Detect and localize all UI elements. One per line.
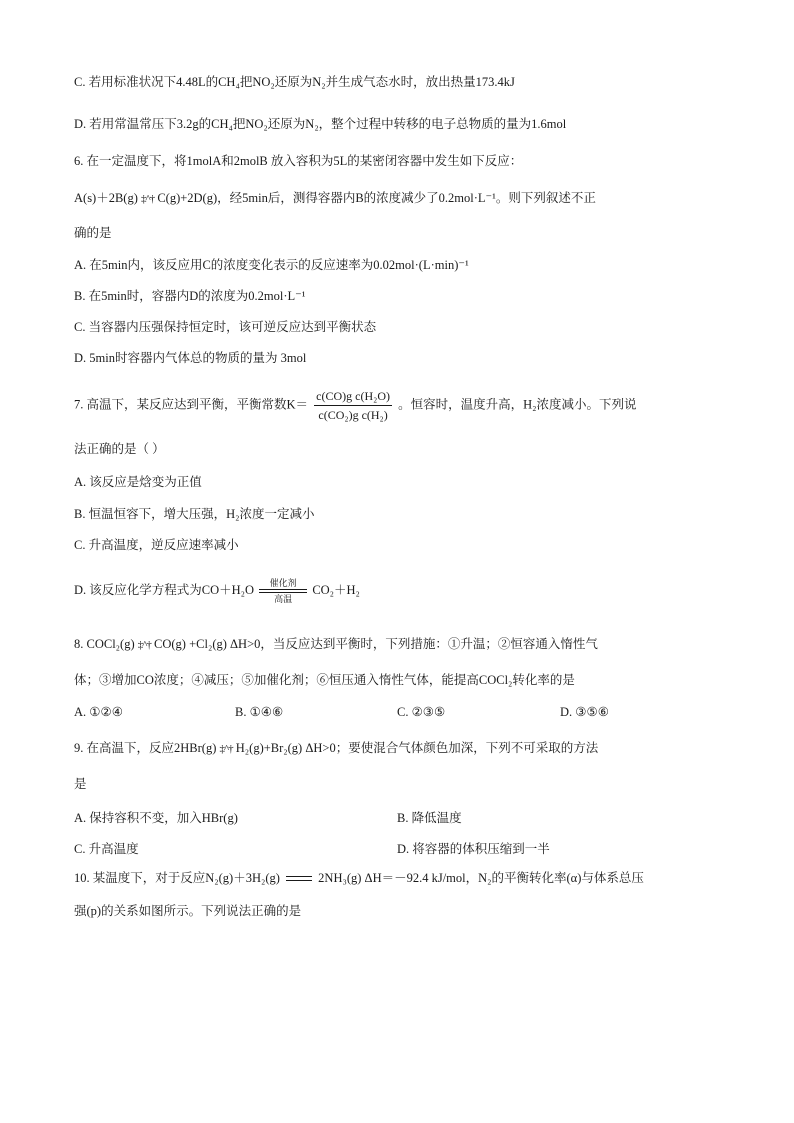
q6-reaction bbox=[74, 190, 596, 207]
q8-stem bbox=[74, 636, 598, 653]
q9-stem-pre: 9. 在高温下，反应2HBr(g) bbox=[74, 741, 217, 755]
reversible-arrow-icon: ‡^† bbox=[141, 193, 155, 205]
q6-option-d: D. 5min时容器内气体总的物质的量为 3mol bbox=[74, 351, 307, 365]
equilibrium-arrow-icon bbox=[286, 875, 312, 883]
q9-option-c: C. 升高温度 bbox=[74, 842, 139, 856]
q7-stem-pre: 7. 高温下，某反应达到平衡，平衡常数K＝ bbox=[74, 397, 309, 412]
fraction-numerator: c(CO)g c(H₂O) bbox=[314, 388, 392, 406]
q9-stem-post: H₂(g)+Br₂(g) ΔH>0；要使混合气体颜色加深，下列不可采取的方法 bbox=[235, 741, 599, 755]
q6-option-a: A. 在5min内，该反应用C的浓度变化表示的反应速率为0.02mol·(L·min)⁻¹ bbox=[74, 258, 469, 272]
q10-stem-post: 2NH₃(g) ΔH＝－92.4 kJ/mol，N₂的平衡转化率(α)与体系总压 bbox=[318, 871, 644, 885]
q8-stem-cont: 体；③增加CO浓度；④减压；⑤加催化剂；⑥恒压通入惰性气体，能提高COCl₂转化率的是 bbox=[74, 673, 575, 687]
q6-reaction-left: A(s)＋2B(g) bbox=[74, 191, 138, 205]
q7-option-d bbox=[74, 578, 360, 604]
q8-option-d: D. ③⑤⑥ bbox=[560, 705, 609, 719]
q8-stem-pre: 8. COCl₂(g) bbox=[74, 637, 135, 651]
q8-option-b: B. ①④⑥ bbox=[235, 705, 284, 719]
reaction-condition-arrow bbox=[259, 578, 307, 604]
q7-option-d-post: CO₂＋H₂ bbox=[312, 582, 360, 597]
q7-stem-cont: 法正确的是（ ） bbox=[74, 442, 165, 456]
q9-option-a: A. 保持容积不变，加入HBr(g) bbox=[74, 811, 238, 825]
reversible-arrow-icon: ‡^† bbox=[137, 639, 151, 651]
fraction-denominator: c(CO₂)g c(H₂) bbox=[318, 408, 388, 422]
q10-stem-cont: 强(p)的关系如图所示。下列说法正确的是 bbox=[74, 904, 302, 918]
q6-reaction-right: C(g)+2D(g)，经5min后，测得容器内B的浓度减少了0.2mol·L⁻¹。则下列叙述不正 bbox=[157, 191, 596, 205]
q9-option-b: B. 降低温度 bbox=[397, 811, 462, 825]
q6-stem-cont: 确的是 bbox=[74, 226, 112, 240]
q7-option-b: B. 恒温恒容下，增大压强，H₂浓度一定减小 bbox=[74, 507, 315, 521]
q6-stem: 6. 在一定温度下，将1molA和2molB 放入容积为5L的某密闭容器中发生如下反应： bbox=[74, 154, 523, 168]
q8-option-a: A. ①②④ bbox=[74, 705, 123, 719]
q7-stem-post: 。恒容时，温度升高，H₂浓度减小。下列说 bbox=[398, 397, 637, 412]
q7-stem bbox=[74, 388, 637, 423]
q9-option-d: D. 将容器的体积压缩到一半 bbox=[397, 842, 550, 856]
q10-stem-pre: 10. 某温度下，对于反应N₂(g)＋3H₂(g) bbox=[74, 871, 280, 885]
q6-option-b: B. 在5min时，容器内D的浓度为0.2mol·L⁻¹ bbox=[74, 289, 306, 303]
q10-stem bbox=[74, 870, 644, 886]
q8-stem-post: CO(g) +Cl₂(g) ΔH>0，当反应达到平衡时，下列措施：①升温；②恒容通入惰性气 bbox=[154, 637, 598, 651]
q5-option-d: D. 若用常温常压下3.2g的CH₄把NO₂还原为N₂，整个过程中转移的电子总物质的量为1.6mol bbox=[74, 117, 567, 131]
q6-option-c: C. 当容器内压强保持恒定时，该可逆反应达到平衡状态 bbox=[74, 320, 377, 334]
equilibrium-constant-fraction bbox=[314, 388, 392, 423]
q7-option-a: A. 该反应是焓变为正值 bbox=[74, 475, 202, 489]
q7-option-c: C. 升高温度，逆反应速率减小 bbox=[74, 538, 239, 552]
q5-option-c: C. 若用标准状况下4.48L的CH₄把NO₂还原为N₂并生成气态水时，放出热量173.4kJ bbox=[74, 75, 515, 89]
q9-stem-cont: 是 bbox=[74, 777, 87, 791]
high-temp-label: 高温 bbox=[274, 594, 293, 604]
q9-stem bbox=[74, 740, 598, 757]
q8-option-c: C. ②③⑤ bbox=[397, 705, 446, 719]
catalyst-label: 催化剂 bbox=[269, 578, 297, 588]
reversible-arrow-icon: ‡^† bbox=[219, 743, 233, 755]
q7-option-d-pre: D. 该反应化学方程式为CO＋H₂O bbox=[74, 582, 255, 597]
